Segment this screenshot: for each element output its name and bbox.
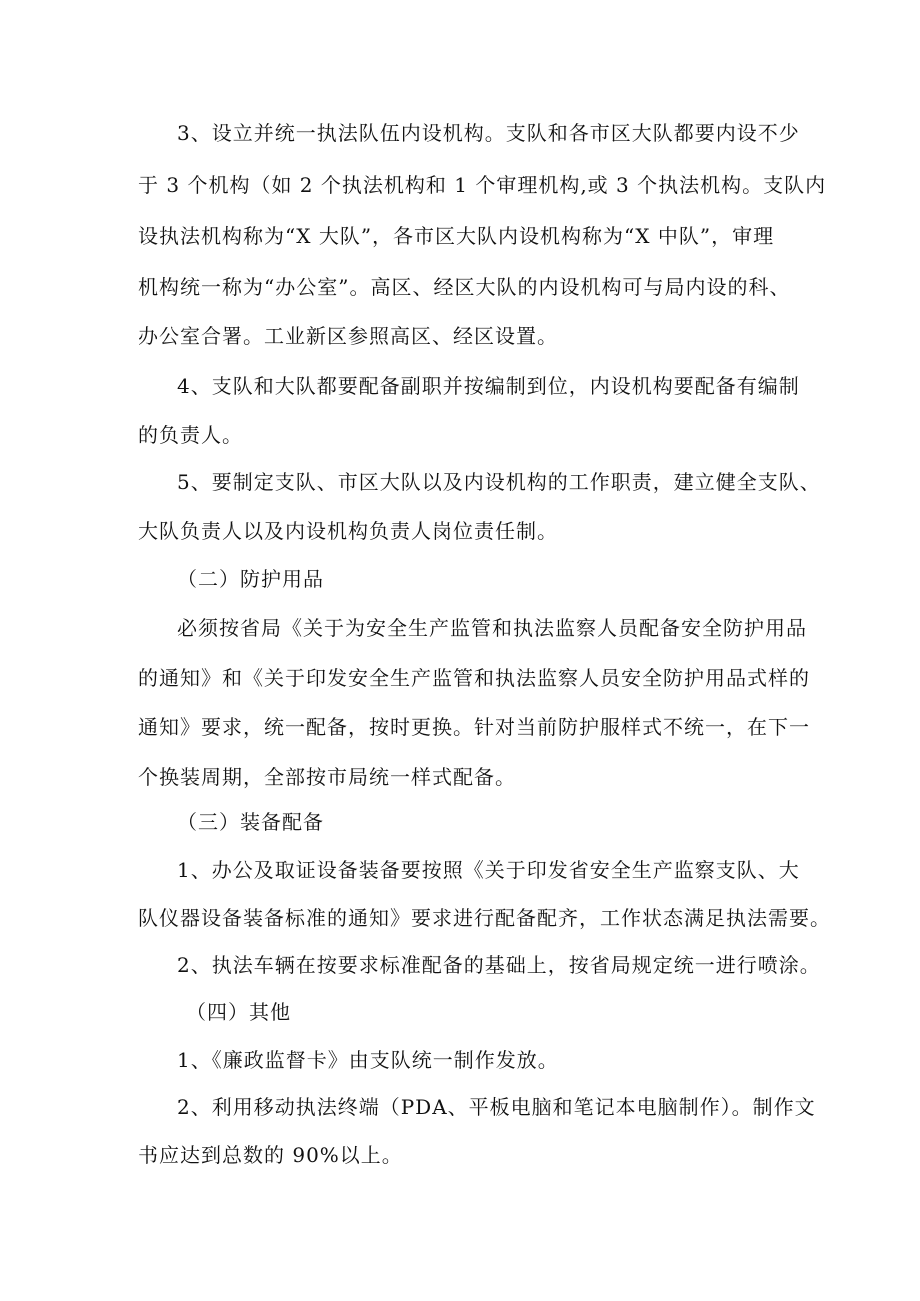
text-line-9: 大队负责人以及内设机构负责人岗位责任制。 [138,519,558,543]
text-line-1: 3、设立并统一执法队伍内设机构。支队和各市区大队都要内设不少 [177,121,800,145]
text-line-17: 队仪器设备装备标准的通知》要求进行配备配齐，工作状态满足执法需要。 [138,906,831,930]
text-line-6: 4、支队和大队都要配备副职并按编制到位，内设机构要配备有编制 [177,374,800,398]
text-line-18: 2、执法车辆在按要求标准配备的基础上，按省局规定统一进行喷涂。 [177,953,821,977]
text-line-7: 的负责人。 [138,423,243,447]
text-line-4: 机构统一称为“办公室”。高区、经区大队的内设机构可与局内设的科、 [138,275,791,299]
text-line-14: 个换装周期，全部按市局统一样式配备。 [138,765,516,789]
text-line-5: 办公室合署。工业新区参照高区、经区设置。 [138,324,558,348]
text-line-2: 于 3 个机构（如 2 个执法机构和 1 个审理机构,或 3 个执法机构。支队内 [138,173,827,197]
text-line-3: 设执法机构称为“X 大队”，各市区大队内设机构称为“X 中队”，审理 [138,224,775,248]
text-line-21: 2、利用移动执法终端（PDA、平板电脑和笔记本电脑制作）。制作文 [177,1095,816,1119]
text-line-20: 1、《廉政监督卡》由支队统一制作发放。 [177,1048,559,1072]
section-heading-protective-equipment: （二）防护用品 [177,567,324,591]
section-heading-other: （四）其他 [186,1000,291,1024]
text-line-8: 5、要制定支队、市区大队以及内设机构的工作职责，建立健全支队、 [177,470,821,494]
text-line-13: 通知》要求，统一配备，按时更换。针对当前防护服样式不统一，在下一 [138,715,810,739]
text-line-12: 的通知》和《关于印发安全生产监管和执法监察人员安全防护用品式样的 [138,666,810,690]
text-line-22: 书应达到总数的 90%以上。 [138,1143,403,1167]
text-line-16: 1、办公及取证设备装备要按照《关于印发省安全生产监察支队、大 [177,858,800,882]
text-line-11: 必须按省局《关于为安全生产监管和执法监察人员配备安全防护用品 [177,616,807,640]
section-heading-equipment: （三）装备配备 [177,810,324,834]
